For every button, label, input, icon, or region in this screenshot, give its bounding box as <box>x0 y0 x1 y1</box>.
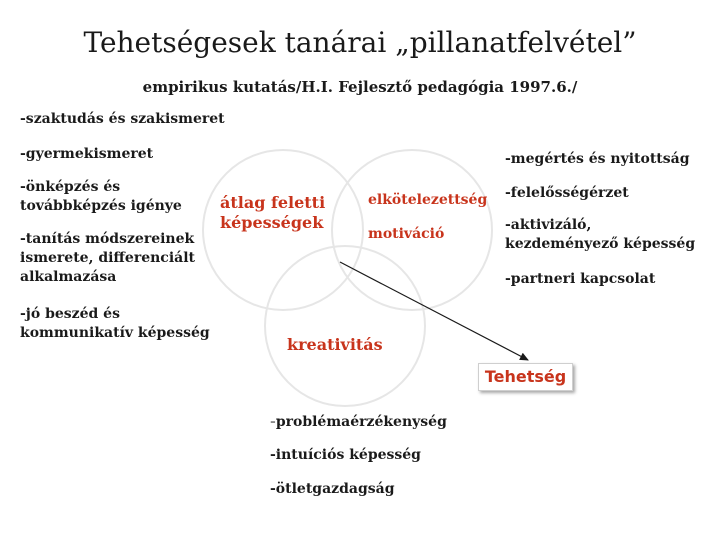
right-item-responsibility: -felelősségérzet <box>505 185 629 201</box>
venn-circle-creativity <box>265 246 425 406</box>
page-title: Tehetségesek tanárai „pillanatfelvétel” <box>83 26 637 59</box>
bottom-item-intuition: -intuíciós képesség <box>270 447 421 463</box>
venn-label-commitment: elkötelezettség <box>368 192 488 208</box>
right-item-partnership: -partneri kapcsolat <box>505 271 656 287</box>
left-item-communication: -jó beszéd és kommunikatív képesség <box>20 306 210 341</box>
bottom-item-problem-sensitivity: -problémaérzékenység <box>270 414 447 430</box>
venn-label-creativity: kreativitás <box>287 335 383 354</box>
venn-label-abilities: átlag feletti képességek <box>220 193 326 232</box>
left-item-self-education: -önképzés és továbbképzés igénye <box>20 179 182 214</box>
page-subtitle: empirikus kutatás/H.I. Fejlesztő pedagógia 1997.6./ <box>142 78 578 96</box>
right-item-activating: -aktivizáló, kezdeményező képesség <box>505 217 696 252</box>
left-item-teaching-methods: -tanítás módszereinek ismerete, differenciált alkalmazása <box>20 231 195 285</box>
bottom-item-dash: - <box>270 414 276 430</box>
right-item-understanding: -megértés és nyitottság <box>505 151 690 167</box>
left-item-subject-knowledge: -szaktudás és szakismeret <box>20 111 225 127</box>
talent-box: Tehetség <box>478 363 573 391</box>
left-item-child-knowledge: -gyermekismeret <box>20 146 154 162</box>
bottom-item-ideas: -ötletgazdagság <box>270 481 395 497</box>
venn-label-motivation: motiváció <box>368 226 445 242</box>
